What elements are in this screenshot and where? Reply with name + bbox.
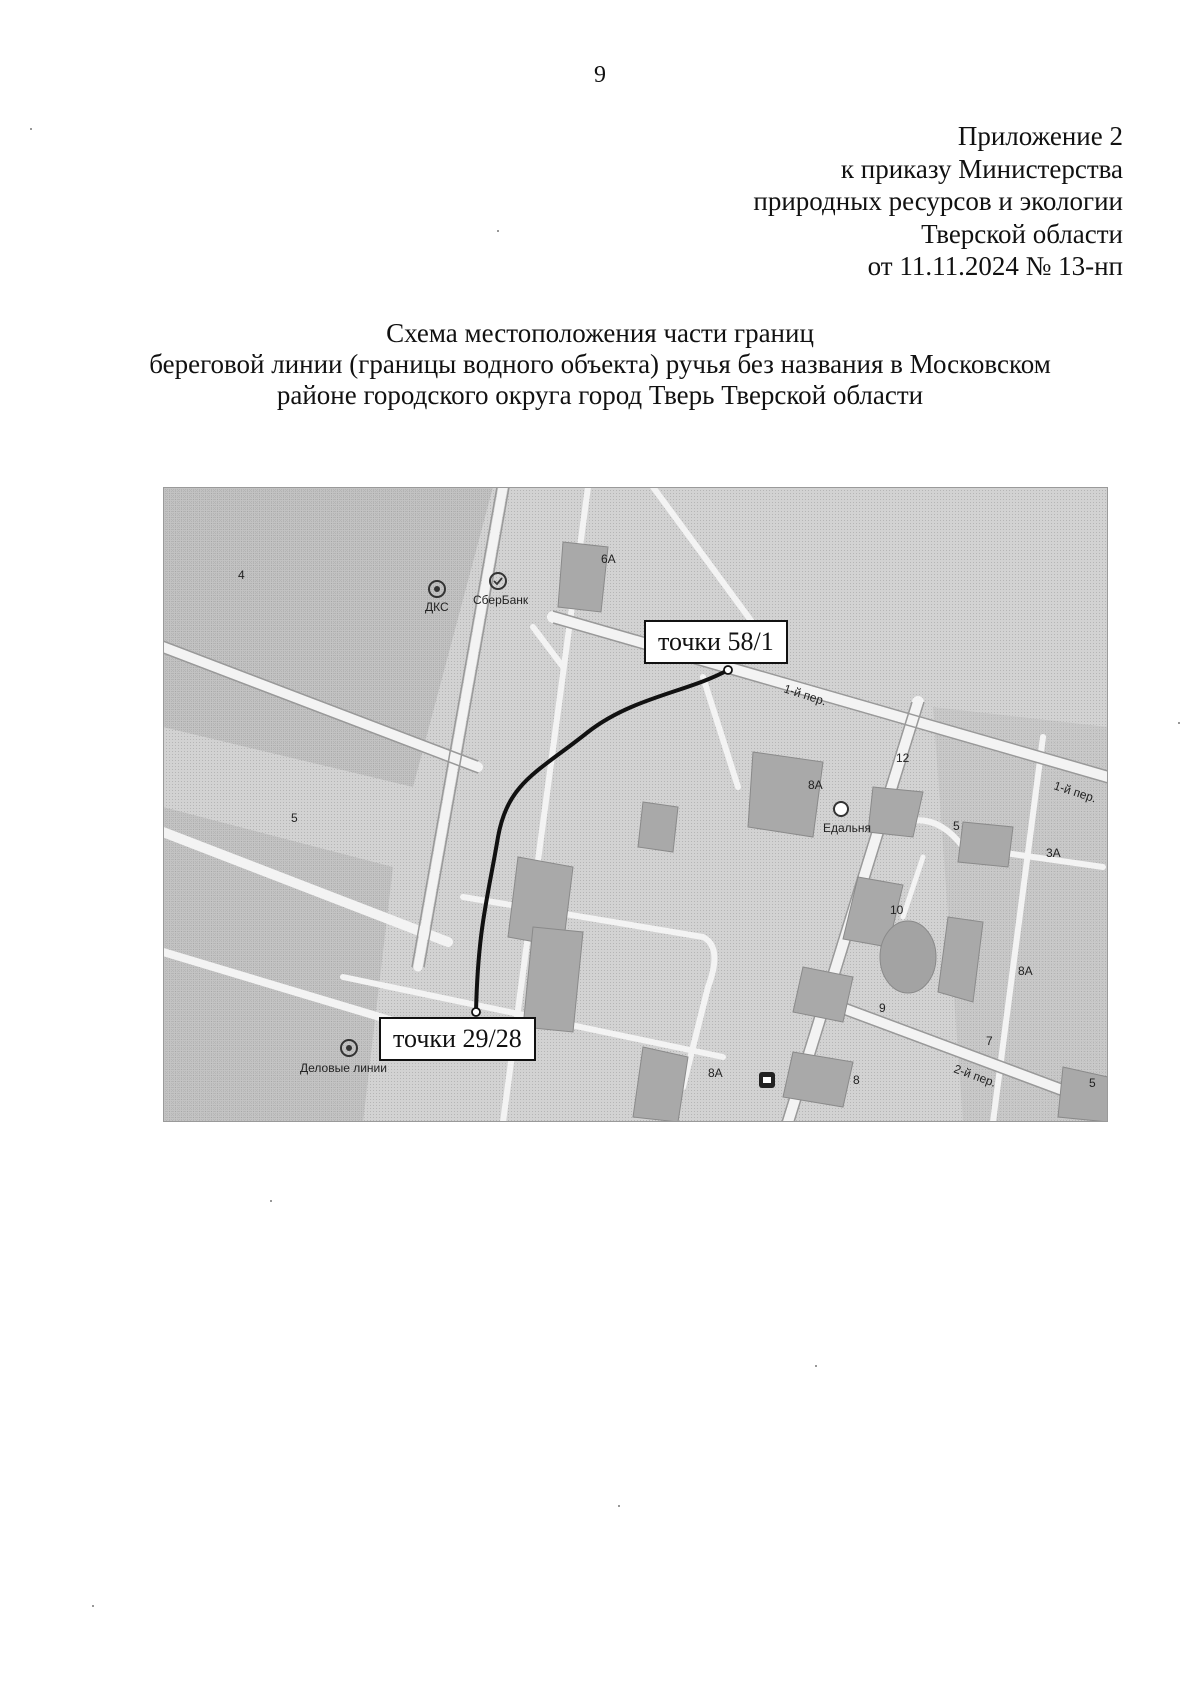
scan-speck: [1178, 722, 1180, 724]
appendix-line-4: Тверской области: [921, 218, 1123, 249]
map-label-8a-right: 8А: [1018, 964, 1033, 978]
scan-speck: [497, 230, 499, 232]
map-label-lane-1: 1-й пер.: [782, 681, 829, 709]
scan-speck: [92, 1605, 94, 1607]
point-29-28-marker: [472, 1008, 480, 1016]
building-8: [783, 1052, 853, 1107]
map-label-8a-top: 8А: [808, 778, 823, 792]
callout-point-58-1: точки 58/1: [644, 620, 788, 664]
map-label-lane-2: 2-й пер.: [951, 1061, 999, 1090]
building-5-edge: [1058, 1067, 1108, 1122]
building: [638, 802, 678, 852]
map-label-7: 7: [986, 1034, 993, 1048]
appendix-line-5: от 11.11.2024 № 13-нп: [867, 251, 1123, 281]
map-label-6a: 6А: [601, 552, 616, 566]
title-line-1: Схема местоположения части границ: [386, 318, 814, 348]
scan-speck: [30, 128, 32, 130]
map-label-lane-1-right: 1-й пер.: [1052, 778, 1099, 806]
map-label-sberbank: СберБанк: [473, 593, 529, 607]
building-5: [868, 787, 923, 837]
metro-icon: [759, 1072, 775, 1088]
callout-point-29-28: точки 29/28: [379, 1017, 536, 1061]
building-8a-top: [748, 752, 823, 837]
map-label-edalnya: Едальня: [823, 821, 872, 835]
appendix-line-1: Приложение 2: [957, 121, 1123, 151]
map-label-delovye-linii: Деловые линии: [300, 1061, 387, 1075]
map-label-4: 4: [238, 568, 245, 582]
scan-speck: [815, 1365, 817, 1367]
map-label-12: 12: [896, 751, 910, 765]
scan-speck: [618, 1505, 620, 1507]
title-line-3: районе городского округа город Тверь Тверской области: [276, 380, 924, 410]
building-8a-bottom: [633, 1047, 688, 1122]
map-label-5-right: 5: [953, 819, 960, 833]
map-label-3a: 3А: [1046, 846, 1061, 860]
appendix-line-2: к приказу Министерства: [840, 153, 1123, 184]
map-label-8a-bottom: 8А: [708, 1066, 723, 1080]
title-line-2: береговой линии (границы водного объекта) ручья без названия в Московском: [149, 349, 1051, 379]
document-title: [120, 318, 1080, 411]
location-map: [163, 487, 1108, 1122]
point-58-1-marker: [724, 666, 732, 674]
scan-speck: [270, 1200, 272, 1202]
map-label-5-edge: 5: [1089, 1076, 1096, 1090]
map-canvas: [163, 487, 1108, 1122]
map-label-5-left: 5: [291, 811, 298, 825]
building-9: [793, 967, 853, 1022]
map-label-dks: ДКС: [425, 600, 449, 614]
map-label-9: 9: [879, 1001, 886, 1015]
page-number: 9: [594, 62, 606, 88]
park-oval: [880, 921, 936, 993]
appendix-block: [753, 120, 1123, 283]
map-label-10: 10: [890, 903, 904, 917]
building-3a: [958, 822, 1013, 867]
map-label-8: 8: [853, 1073, 860, 1087]
appendix-line-3: природных ресурсов и экологии: [753, 186, 1123, 216]
edalnya-icon: [834, 802, 848, 816]
